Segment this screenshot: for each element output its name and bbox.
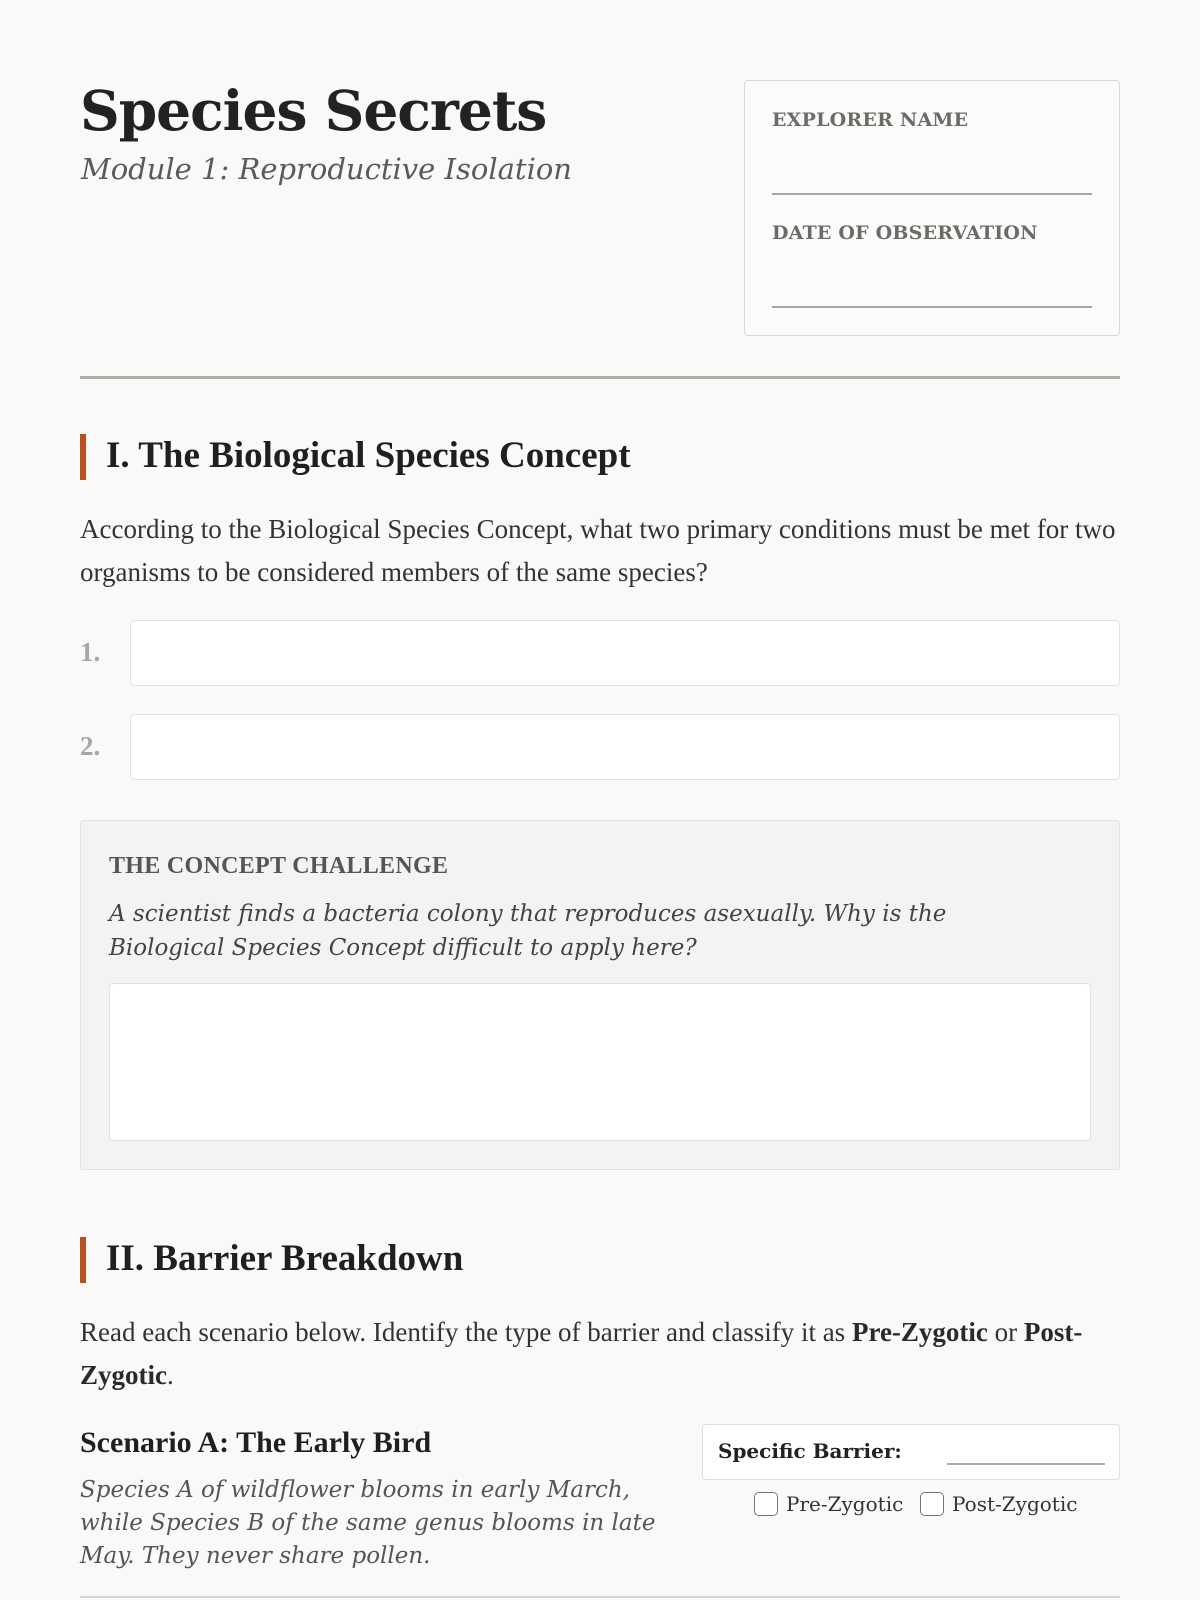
post-zygotic-option-label: Post-Zygotic (952, 1492, 1078, 1516)
section-2-title: II. Barrier Breakdown (80, 1237, 463, 1283)
scenario-a-title: Scenario A: The Early Bird (80, 1426, 432, 1459)
pre-zygotic-option[interactable] (754, 1492, 903, 1516)
scenario-a-text: Species A of wildflower blooms in early March, while Species B of the same genus blooms in late May. They never share pollen. (80, 1477, 656, 1569)
scenario-a-barrier-box (702, 1424, 1120, 1480)
concept-challenge-label: THE CONCEPT CHALLENGE (109, 853, 449, 879)
section-2-intro (80, 1311, 1120, 1397)
date-of-observation-label: DATE OF OBSERVATION (772, 222, 1038, 244)
specific-barrier-field[interactable] (947, 1463, 1105, 1465)
concept-challenge-panel (80, 820, 1120, 1170)
post-zygotic-term: Post-Zygotic (80, 1317, 1083, 1390)
answer-1-field[interactable] (130, 620, 1120, 686)
explorer-id-card (744, 80, 1120, 336)
section-2-intro-end: . (167, 1360, 174, 1390)
pre-zygotic-option-label: Pre-Zygotic (786, 1492, 904, 1516)
pre-zygotic-term: Pre-Zygotic (851, 1317, 988, 1347)
date-of-observation-field[interactable] (772, 306, 1092, 308)
explorer-name-field[interactable] (772, 193, 1092, 195)
answer-1-number: 1. (80, 637, 101, 667)
section-1-prompt: According to the Biological Species Concept, what two primary conditions must be met for two organisms to be considered members of the same species? (80, 514, 1116, 587)
answer-2-number: 2. (80, 731, 101, 761)
concept-challenge-question: A scientist finds a bacteria colony that reproduces asexually. Why is the Biological Species Concept difficult to apply here? (109, 901, 947, 961)
page-subtitle: Module 1: Reproductive Isolation (81, 152, 572, 186)
post-zygotic-option[interactable] (920, 1492, 1077, 1516)
specific-barrier-label: Specific Barrier: (718, 1439, 902, 1463)
page-title: Species Secrets (80, 78, 547, 143)
section-2-intro-text: Read each scenario below. Identify the type of barrier and classify it as (80, 1317, 852, 1347)
explorer-name-label: EXPLORER NAME (772, 109, 969, 131)
post-zygotic-checkbox[interactable] (920, 1492, 944, 1516)
section-1-title: I. The Biological Species Concept (80, 434, 631, 480)
concept-challenge-answer-field[interactable] (109, 983, 1091, 1141)
scenario-divider (80, 1596, 1120, 1598)
header-divider (80, 376, 1120, 379)
answer-2-field[interactable] (130, 714, 1120, 780)
pre-zygotic-checkbox[interactable] (754, 1492, 778, 1516)
section-2-intro-connector: or (987, 1317, 1024, 1347)
